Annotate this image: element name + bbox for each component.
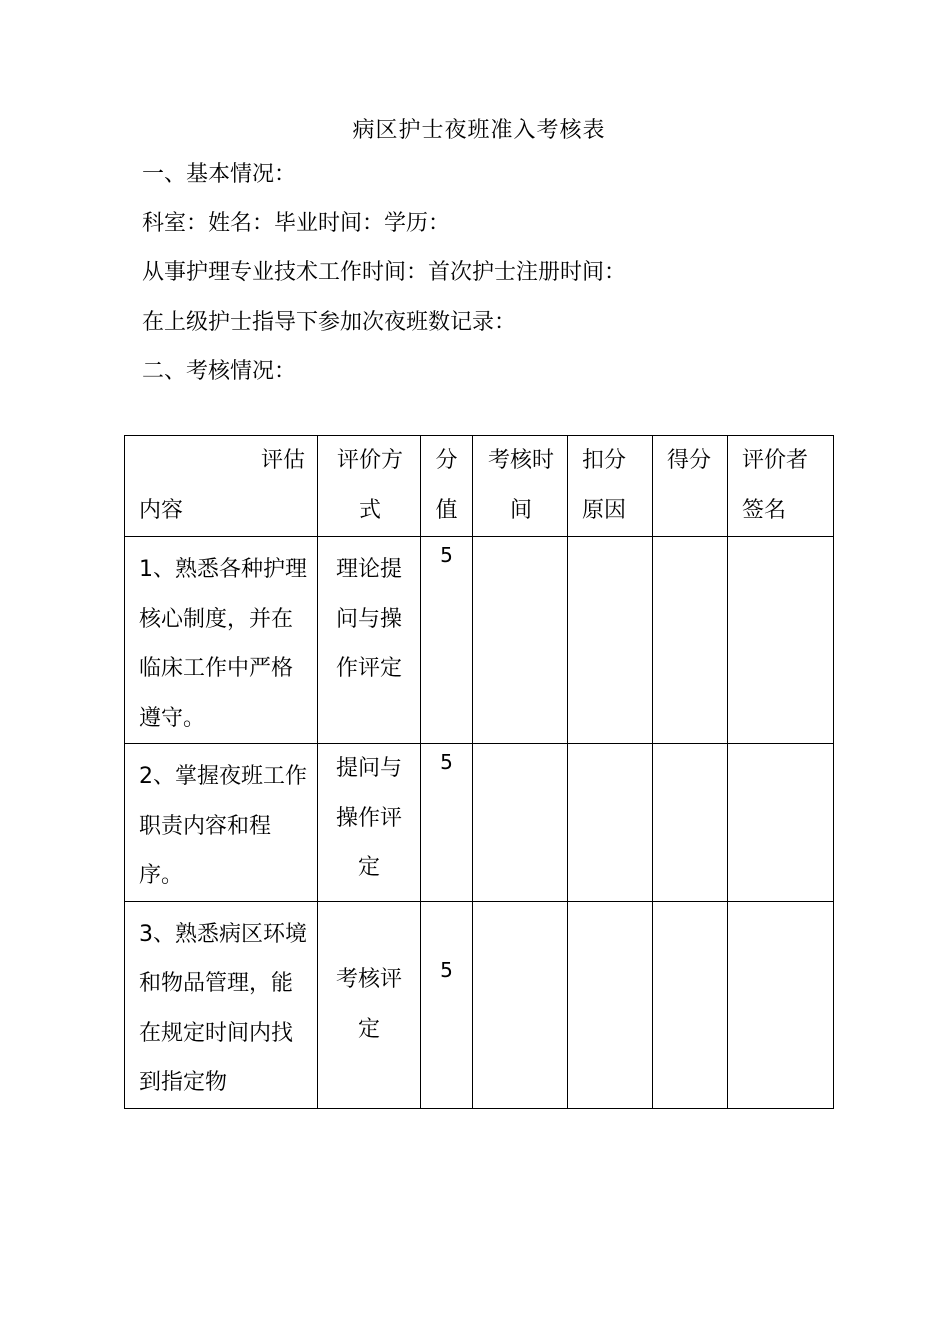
header-content-part1: 评估 — [260, 448, 305, 473]
row-method: 理论提问与操作评定 — [318, 537, 421, 744]
table-header-row — [125, 436, 834, 537]
header-evaluator: 评价者签名 — [728, 436, 834, 537]
header-method: 评价方式 — [318, 436, 421, 537]
header-content-part2: 内容 — [139, 497, 184, 523]
row-points: 5 — [421, 537, 473, 744]
row-score — [653, 744, 728, 902]
basic-info-line-work-time: 从事护理专业技术工作时间：首次护士注册时间： — [142, 260, 627, 285]
row-content: 1、熟悉各种护理核心制度，并在临床工作中严格遵守。 — [125, 537, 318, 744]
row-points: 5 — [421, 744, 473, 902]
row-content: 3、熟悉病区环境和物品管理，能在规定时间内找到指定物 — [125, 901, 318, 1108]
row-deduction-reason — [568, 537, 653, 744]
row-deduction-reason — [568, 744, 653, 902]
header-score: 得分 — [653, 436, 728, 537]
table-row — [125, 901, 834, 1108]
row-score — [653, 537, 728, 744]
row-points: 5 — [421, 901, 473, 1108]
section-basic-heading: 一、基本情况： — [142, 162, 297, 187]
row-method: 考核评定 — [318, 901, 421, 1108]
row-deduction-reason — [568, 901, 653, 1108]
row-evaluator — [728, 744, 834, 902]
row-exam-time — [473, 744, 568, 902]
header-content — [125, 436, 318, 537]
header-deduction-reason: 扣分原因 — [568, 436, 653, 537]
row-exam-time — [473, 901, 568, 1108]
row-evaluator — [728, 901, 834, 1108]
table-row — [125, 744, 834, 902]
table-row — [125, 537, 834, 744]
document-title: 病区护士夜班准入考核表 — [352, 118, 606, 143]
row-score — [653, 901, 728, 1108]
basic-info-line-night-shift-record: 在上级护士指导下参加次夜班数记录： — [142, 310, 517, 335]
header-points: 分值 — [421, 436, 473, 537]
basic-info-line-department: 科室：姓名：毕业时间：学历： — [142, 211, 451, 236]
row-content: 2、掌握夜班工作职责内容和程序。 — [125, 744, 318, 902]
section-assessment-heading: 二、考核情况： — [142, 359, 297, 384]
row-method: 提问与操作评定 — [318, 744, 421, 902]
row-evaluator — [728, 537, 834, 744]
header-exam-time: 考核时间 — [473, 436, 568, 537]
assessment-table — [124, 435, 834, 1109]
row-exam-time — [473, 537, 568, 744]
